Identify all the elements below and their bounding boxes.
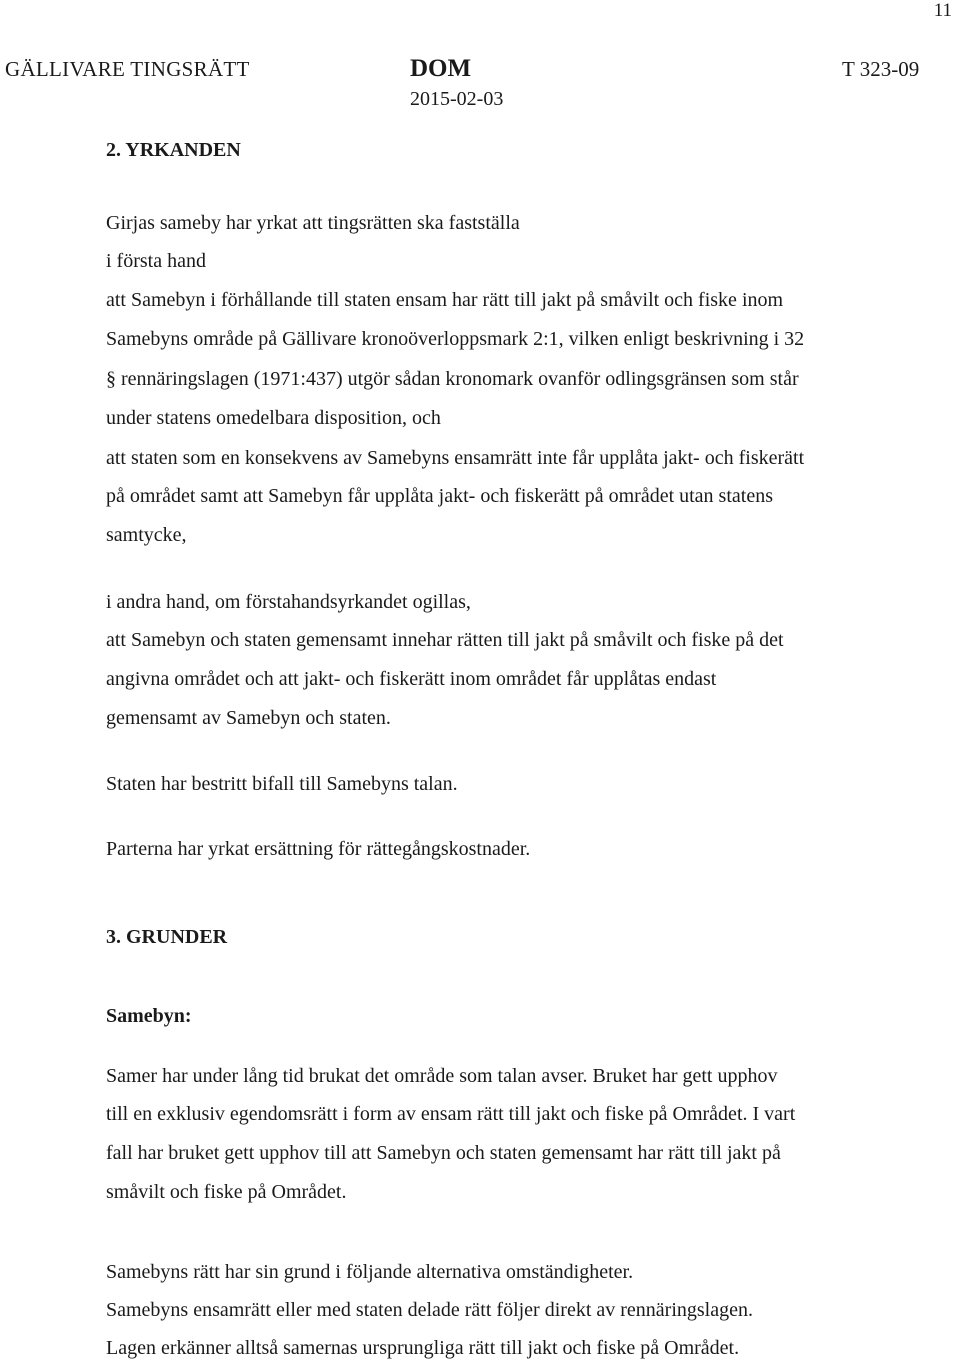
paragraph-line: att staten som en konsekvens av Samebyns ensamrätt inte får upplåta jakt- och fiskerätt (106, 447, 805, 469)
paragraph-line: Samebyns område på Gällivare kronoöverloppsmark 2:1, vilken enligt beskrivning i 32 (106, 328, 805, 350)
paragraph-line: Lagen erkänner alltså samernas ursprungliga rätt till jakt och fiske på Området. (106, 1337, 740, 1359)
section-heading-grunder: 3. GRUNDER (106, 926, 228, 948)
paragraph-line: Samebyns rätt har sin grund i följande alternativa omständigheter. (106, 1261, 634, 1283)
paragraph-line: att Samebyn i förhållande till staten ensam har rätt till jakt på småvilt och fiske inom (106, 289, 784, 311)
paragraph-line: Samer har under lång tid brukat det område som talan avser. Bruket har gett upphov (106, 1065, 778, 1087)
paragraph-line: Staten har bestritt bifall till Samebyns talan. (106, 773, 458, 795)
document-type: DOM (410, 55, 472, 82)
paragraph-line: gemensamt av Samebyn och staten. (106, 707, 391, 729)
case-number: T 323-09 (842, 57, 920, 81)
court-name: GÄLLIVARE TINGSRÄTT (5, 57, 250, 81)
paragraph-line: att Samebyn och staten gemensamt innehar rätten till jakt på småvilt och fiske på det (106, 629, 784, 651)
paragraph-line: på området samt att Samebyn får upplåta jakt- och fiskerätt på området utan statens (106, 485, 773, 507)
paragraph-line: samtycke, (106, 524, 187, 546)
paragraph-line: i andra hand, om förstahandsyrkandet ogillas, (106, 591, 471, 613)
paragraph-line: angivna området och att jakt- och fiskerätt inom området får upplåtas endast (106, 668, 717, 690)
page-number: 11 (933, 0, 952, 21)
paragraph-line: Samebyns ensamrätt eller med staten delade rätt följer direkt av rennäringslagen. (106, 1299, 753, 1321)
paragraph-line: i första hand (106, 250, 206, 272)
paragraph-line: fall har bruket gett upphov till att Samebyn och staten gemensamt har rätt till jakt på (106, 1142, 781, 1164)
paragraph-line: Parterna har yrkat ersättning för rättegångskostnader. (106, 838, 531, 860)
subheading-samebyn: Samebyn: (106, 1005, 192, 1027)
paragraph-line: till en exklusiv egendomsrätt i form av ensam rätt till jakt och fiske på Området. I vart (106, 1103, 796, 1125)
paragraph-line: § rennäringslagen (1971:437) utgör sådan kronomark ovanför odlingsgränsen som står (106, 368, 799, 390)
paragraph-line: småvilt och fiske på Området. (106, 1181, 347, 1203)
paragraph-line: Girjas sameby har yrkat att tingsrätten ska fastställa (106, 212, 520, 234)
document-date: 2015-02-03 (410, 88, 504, 110)
section-heading-yrkanden: 2. YRKANDEN (106, 139, 241, 161)
paragraph-line: under statens omedelbara disposition, och (106, 407, 441, 429)
